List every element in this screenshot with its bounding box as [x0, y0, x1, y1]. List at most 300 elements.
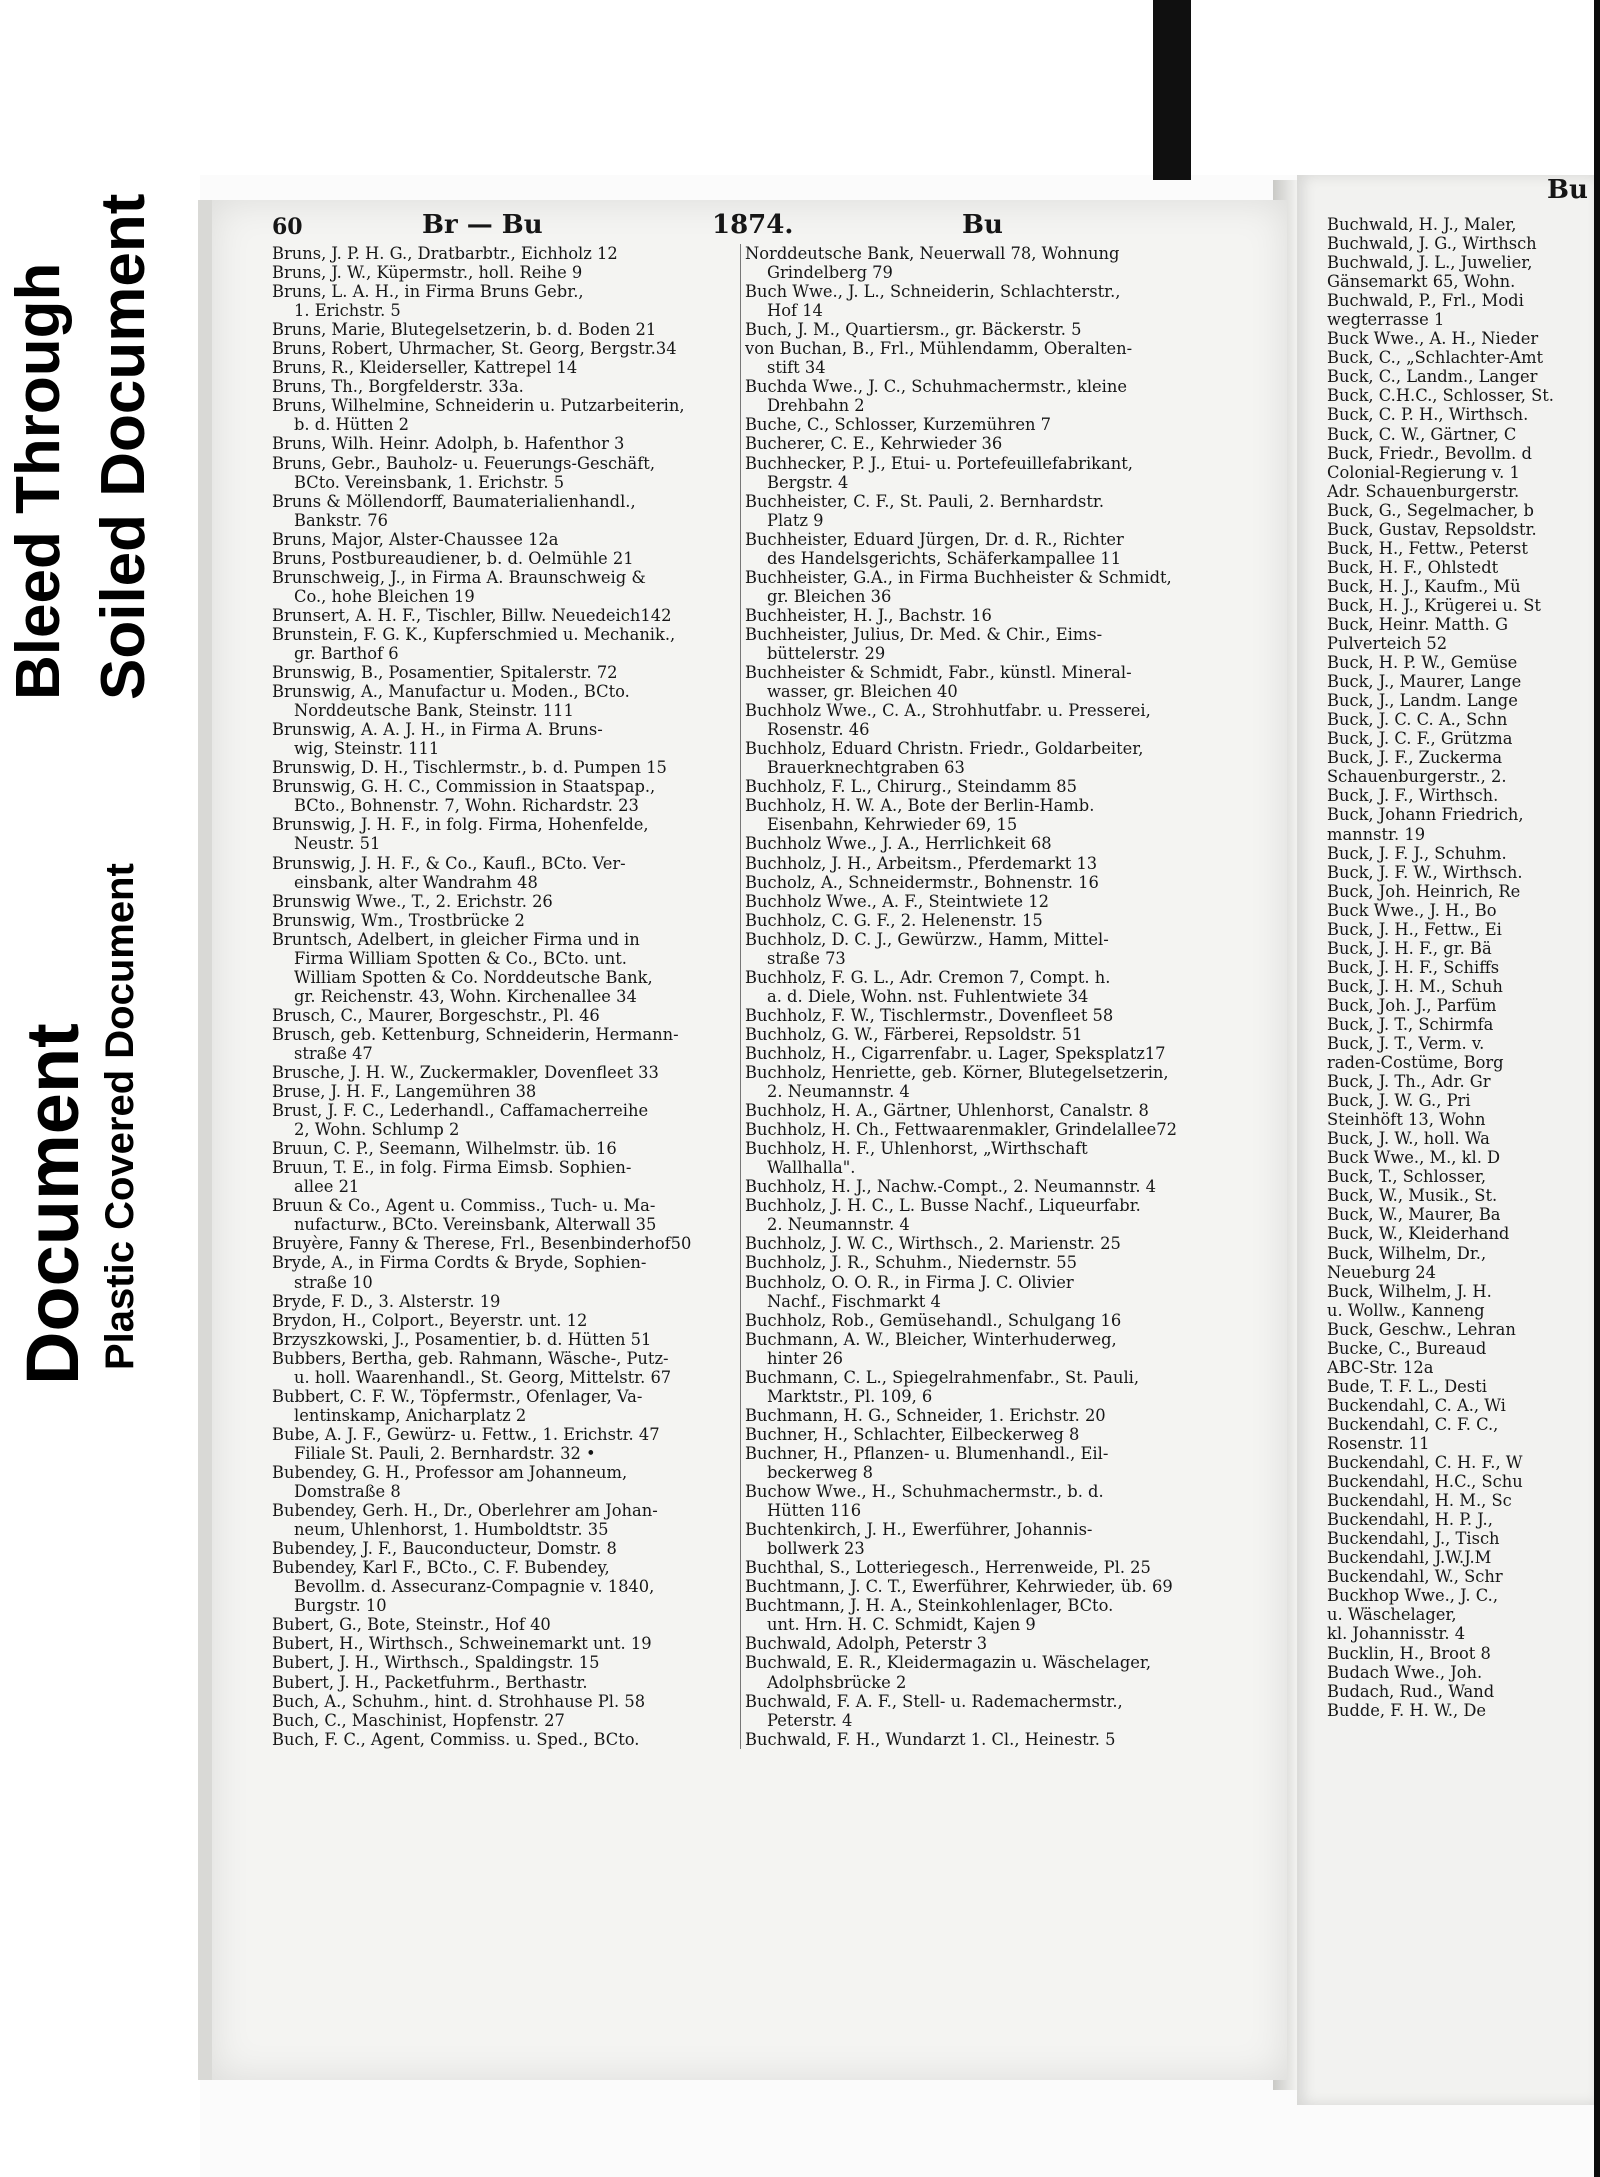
directory-entry	[745, 1577, 1265, 1596]
entry-line: Brunswig, J. H. F., & Co., Kaufl., BCto. Ver-	[272, 853, 626, 873]
directory-entry	[745, 606, 1265, 625]
facing-entry-line: Buck, W., Kleiderhand	[1327, 1224, 1510, 1244]
directory-entry	[745, 1120, 1265, 1139]
entry-line: Brusch, C., Maurer, Borgeschstr., Pl. 46	[272, 1005, 600, 1025]
directory-entry	[745, 1025, 1265, 1044]
directory-entry	[745, 530, 1265, 568]
directory-entry	[745, 1101, 1265, 1120]
entry-line: Buchholz Wwe., A. F., Steintwiete 12	[745, 891, 1049, 911]
facing-entry-line: Buck, J. H. M., Schuh	[1327, 976, 1503, 996]
facing-entry-line: Buck, C.H.C., Schlosser, St.	[1327, 386, 1554, 406]
directory-entry	[272, 1082, 727, 1101]
entry-line: Bubendey, J. F., Bauconducteur, Domstr. 8	[272, 1539, 617, 1559]
directory-entry	[272, 1292, 727, 1311]
directory-entry	[745, 1558, 1265, 1577]
entry-line: Buch, A., Schuhm., hint. d. Strohhause Pl. 58	[272, 1691, 646, 1711]
directory-entry	[272, 892, 727, 911]
directory-entry	[745, 1234, 1265, 1253]
entry-line: Bubert, J. H., Packetfuhrm., Berthastr.	[272, 1672, 588, 1692]
entry-line: Buchheister, G.A., in Firma Buchheister & Schmidt,	[745, 567, 1172, 587]
entry-line: Brydon, H., Colport., Beyerstr. unt. 12	[272, 1310, 588, 1330]
entry-line: Buchholz, J. W. C., Wirthsch., 2. Marienstr. 25	[745, 1234, 1121, 1254]
directory-entry	[272, 263, 727, 282]
entry-line: Bucherer, C. E., Kehrwieder 36	[745, 434, 1003, 454]
facing-entry-line: Buck, C., „Schlachter-Amt	[1327, 348, 1544, 368]
entry-line: Brunsert, A. H. F., Tischler, Billw. Neuedeich142	[272, 605, 672, 625]
facing-entry-line: Gänsemarkt 65, Wohn.	[1327, 272, 1516, 292]
directory-entry	[272, 1196, 727, 1234]
entry-line: Buchholz, F. G. L., Adr. Cremon 7, Compt. h.	[745, 967, 1111, 987]
entry-line: Bruns, Major, Alster-Chaussee 12a	[272, 529, 559, 549]
entry-line: Bruns, Postbureaudiener, b. d. Oelmühle 21	[272, 548, 634, 568]
directory-entry	[745, 625, 1265, 663]
facing-entry-line: Budde, F. H. W., De	[1327, 1700, 1487, 1720]
entry-line: Buchholz, Henriette, geb. Körner, Blutegelsetzerin,	[745, 1063, 1169, 1083]
entry-line: Buchholz, O. O. R., in Firma J. C. Olivier	[745, 1272, 1074, 1292]
entry-line: Bubbert, C. F. W., Töpfermstr., Ofenlager, Va-	[272, 1386, 643, 1406]
facing-entry-line: Buck, W., Musik., St.	[1327, 1186, 1498, 1206]
directory-entry	[272, 568, 727, 606]
entry-continuation: 2. Neumannstr. 4	[767, 1215, 910, 1235]
directory-entry	[745, 434, 1265, 453]
facing-entry-line: Buck, J. W., holl. Wa	[1327, 1129, 1490, 1149]
entry-line: Buchthal, S., Lotteriegesch., Herrenweide, Pl. 25	[745, 1558, 1151, 1578]
facing-entry-line: Buck, G., Segelmacher, b	[1327, 500, 1534, 520]
entry-continuation: William Spotten & Co. Norddeutsche Bank,	[294, 967, 653, 987]
entry-line: Buch, C., Maschinist, Hopfenstr. 27	[272, 1710, 565, 1730]
facing-entry-line: Bude, T. F. L., Desti	[1327, 1376, 1487, 1396]
facing-entry-line: Buck Wwe., M., kl. D	[1327, 1148, 1501, 1168]
entry-line: Bubert, H., Wirthsch., Schweinemarkt unt. 19	[272, 1634, 652, 1654]
entry-continuation: Wallhalla".	[767, 1158, 856, 1178]
entry-line: Brunswig Wwe., T., 2. Erichstr. 26	[272, 891, 553, 911]
entry-line: Brunswig, J. H. F., in folg. Firma, Hohenfelde,	[272, 815, 649, 835]
directory-entry	[745, 1482, 1265, 1520]
page-number: 60	[272, 214, 303, 240]
directory-entry	[272, 758, 727, 777]
entry-continuation: Bergstr. 4	[767, 472, 849, 492]
directory-entry	[272, 1501, 727, 1539]
directory-entry	[272, 492, 727, 530]
directory-entry	[745, 1177, 1265, 1196]
entry-line: Buchholz, J. H., Arbeitsm., Pferdemarkt 13	[745, 853, 1098, 873]
directory-entry	[272, 339, 727, 358]
left-column	[272, 244, 727, 1749]
facing-entry-line: Buck, Wilhelm, J. H.	[1327, 1281, 1492, 1301]
directory-entry	[745, 1139, 1265, 1177]
entry-line: Bruse, J. H. F., Langemühren 38	[272, 1082, 537, 1102]
facing-entry-line: Buck, Joh. J., Parfüm	[1327, 995, 1497, 1015]
entry-line: Norddeutsche Bank, Neuerwall 78, Wohnung	[745, 244, 1120, 263]
entry-continuation: büttelerstr. 29	[767, 643, 886, 663]
facing-entry-line: Budach Wwe., Joh.	[1327, 1662, 1483, 1682]
directory-entry	[745, 415, 1265, 434]
directory-entry	[272, 930, 727, 1006]
entry-line: Buchholz, J. H. C., L. Busse Nachf., Liqueurfabr.	[745, 1196, 1141, 1216]
facing-entry-line: Buck, J. C. C. A., Schn	[1327, 710, 1508, 730]
directory-entry	[745, 377, 1265, 415]
directory-entry	[745, 1406, 1265, 1425]
facing-entry-line: Steinhöft 13, Wohn	[1327, 1110, 1486, 1130]
directory-entry	[272, 454, 727, 492]
entry-line: Bruns, Robert, Uhrmacher, St. Georg, Bergstr.34	[272, 339, 677, 359]
facing-entry-line: Buck, J. F., Zuckerma	[1327, 748, 1503, 768]
entry-line: Buchner, H., Pflanzen- u. Blumenhandl., Eil-	[745, 1443, 1109, 1463]
facing-column	[1327, 215, 1594, 1720]
scan-black-edge	[1594, 0, 1600, 2177]
facing-entry-line: Buck, C. P. H., Wirthsch.	[1327, 405, 1529, 425]
entry-continuation: Marktstr., Pl. 109, 6	[767, 1386, 933, 1406]
entry-line: Buchholz, H. J., Nachw.-Compt., 2. Neumannstr. 4	[745, 1177, 1157, 1197]
facing-entry-line: Buck, J. W. G., Pri	[1327, 1091, 1471, 1111]
entry-continuation: u. holl. Waarenhandl., St. Georg, Mittelstr. 67	[294, 1367, 672, 1387]
entry-line: Bruns, Wilh. Heinr. Adolph, b. Hafenthor 3	[272, 434, 625, 454]
entry-line: Buch Wwe., J. L., Schneiderin, Schlachterstr.,	[745, 282, 1121, 302]
entry-line: Bruns, Wilhelmine, Schneiderin u. Putzarbeiterin,	[272, 396, 685, 416]
entry-line: Bruns, R., Kleiderseller, Kattrepel 14	[272, 358, 578, 378]
scan-background-top	[0, 0, 1600, 175]
entry-line: Buchholz, Rob., Gemüsehandl., Schulgang 16	[745, 1310, 1122, 1330]
facing-entry-line: Buck, Friedr., Bevollm. d	[1327, 443, 1532, 463]
facing-entry-line: Buck, Joh. Heinrich, Re	[1327, 881, 1521, 901]
directory-entry	[272, 1463, 727, 1501]
entry-continuation: Nachf., Fischmarkt 4	[767, 1291, 941, 1311]
entry-line: Brzyszkowski, J., Posamentier, b. d. Hütten 51	[272, 1329, 652, 1349]
directory-entry	[272, 606, 727, 625]
directory-entry	[745, 282, 1265, 320]
directory-entry	[272, 549, 727, 568]
directory-entry	[272, 1234, 727, 1253]
directory-entry	[745, 834, 1265, 853]
facing-entry-line: Buck, H. J., Krügerei u. St	[1327, 595, 1541, 615]
entry-continuation: hinter 26	[767, 1348, 844, 1368]
directory-entry	[272, 1539, 727, 1558]
entry-line: Brunstein, F. G. K., Kupferschmied u. Mechanik.,	[272, 624, 676, 644]
entry-line: Buchholz, J. R., Schuhm., Niedernstr. 55	[745, 1253, 1077, 1273]
directory-entry	[272, 1615, 727, 1634]
entry-line: Buchholz, F. W., Tischlermstr., Dovenfleet 58	[745, 1005, 1114, 1025]
label-soiled-document: Soiled Document	[89, 193, 158, 700]
facing-entry-line: ABC-Str. 12a	[1327, 1357, 1434, 1377]
entry-continuation: 2. Neumannstr. 4	[767, 1082, 910, 1102]
entry-line: Brunswig, Wm., Trostbrücke 2	[272, 910, 525, 930]
entry-continuation: gr. Reichenstr. 43, Wohn. Kirchenallee 34	[294, 986, 637, 1006]
entry-line: Buchheister, H. J., Bachstr. 16	[745, 605, 992, 625]
entry-line: Bruntsch, Adelbert, in gleicher Firma und in	[272, 929, 640, 949]
facing-entry-line: mannstr. 19	[1327, 824, 1426, 844]
entry-continuation: straße 73	[767, 948, 846, 968]
directory-entry	[745, 1520, 1265, 1558]
entry-continuation: a. d. Diele, Wohn. nst. Fuhlentwiete 34	[767, 986, 1089, 1006]
facing-entry-line: Schauenburgerstr., 2.	[1327, 767, 1507, 787]
directory-entry	[272, 1425, 727, 1463]
facing-entry-line: Buck, J. H. F., gr. Bä	[1327, 938, 1492, 958]
entry-continuation: Hof 14	[767, 301, 823, 321]
directory-entry	[745, 244, 1265, 282]
facing-entry-line: Buckendahl, C. H. F., W	[1327, 1453, 1523, 1473]
directory-entry	[272, 530, 727, 549]
directory-entry	[272, 1387, 727, 1425]
facing-entry-line: u. Wäschelager,	[1327, 1605, 1457, 1625]
directory-entry	[745, 854, 1265, 873]
entry-continuation: Hütten 116	[767, 1501, 862, 1521]
facing-entry-line: Buck, Johann Friedrich,	[1327, 805, 1524, 825]
facing-entry-line: Buckendahl, H. M., Sc	[1327, 1491, 1512, 1511]
entry-line: von Buchan, B., Frl., Mühlendamm, Oberalten-	[745, 339, 1133, 359]
directory-entry	[272, 1349, 727, 1387]
facing-entry-line: Buckendahl, C. A., Wi	[1327, 1395, 1506, 1415]
entry-line: Bubendey, Karl F., BCto., C. F. Bubendey,	[272, 1558, 610, 1578]
facing-entry-line: Buck, J. C. F., Grützma	[1327, 729, 1513, 749]
facing-entry-line: wegterrasse 1	[1327, 310, 1445, 330]
facing-entry-line: raden-Costüme, Borg	[1327, 1053, 1504, 1073]
entry-continuation: Co., hohe Bleichen 19	[294, 586, 475, 606]
directory-page	[198, 200, 1287, 2080]
entry-line: Buchholz, D. C. J., Gewürzw., Hamm, Mittel-	[745, 929, 1109, 949]
entry-continuation: Bevollm. d. Assecuranz-Compagnie v. 1840,	[294, 1577, 655, 1597]
entry-line: Bruun, T. E., in folg. Firma Eimsb. Sophien-	[272, 1158, 632, 1178]
facing-entry-line: Buck Wwe., J. H., Bo	[1327, 900, 1497, 920]
directory-entry	[745, 1634, 1265, 1653]
directory-entry	[745, 1730, 1265, 1749]
entry-continuation: Bankstr. 76	[294, 510, 388, 530]
page-header	[272, 210, 1262, 244]
directory-entry	[745, 892, 1265, 911]
directory-entry	[272, 663, 727, 682]
entry-line: Buchtmann, J. H. A., Steinkohlenlager, BCto.	[745, 1596, 1114, 1616]
entry-continuation: Burgstr. 10	[294, 1596, 387, 1616]
entry-line: Buchwald, Adolph, Peterstr 3	[745, 1634, 988, 1654]
entry-line: Buchholz, C. G. F., 2. Helenenstr. 15	[745, 910, 1043, 930]
entry-line: Buchholz, F. L., Chirurg., Steindamm 85	[745, 777, 1077, 797]
entry-continuation: allee 21	[294, 1177, 360, 1197]
entry-line: Buchwald, F. H., Wundarzt 1. Cl., Heinestr. 5	[745, 1729, 1116, 1749]
entry-line: Bruns, Gebr., Bauholz- u. Feuerungs-Geschäft,	[272, 453, 655, 473]
facing-entry-line: Neueburg 24	[1327, 1262, 1437, 1282]
entry-line: Bubendey, G. H., Professor am Johanneum,	[272, 1463, 628, 1482]
entry-continuation: straße 10	[294, 1272, 373, 1292]
facing-entry-line: Buck Wwe., A. H., Nieder	[1327, 329, 1539, 349]
entry-line: Buchheister, Eduard Jürgen, Dr. d. R., Richter	[745, 529, 1124, 549]
facing-entry-line: Adr. Schauenburgerstr.	[1327, 481, 1520, 501]
entry-line: Buchhecker, P. J., Etui- u. Portefeuillefabrikant,	[745, 453, 1133, 473]
directory-entry	[272, 1311, 727, 1330]
entry-continuation: Adolphsbrücke 2	[767, 1672, 907, 1692]
entry-continuation: unt. Hrn. H. C. Schmidt, Kajen 9	[767, 1615, 1036, 1635]
facing-entry-line: Buck, J. Th., Adr. Gr	[1327, 1072, 1491, 1092]
facing-entry-line: Buck, H. J., Kaufm., Mü	[1327, 576, 1521, 596]
directory-entry	[745, 320, 1265, 339]
entry-continuation: Brauerknechtgraben 63	[767, 758, 965, 778]
entry-line: Buchow Wwe., H., Schuhmachermstr., b. d.	[745, 1482, 1104, 1502]
entry-continuation: neum, Uhlenhorst, 1. Humboldtstr. 35	[294, 1520, 609, 1540]
entry-line: Bryde, A., in Firma Cordts & Bryde, Sophien-	[272, 1253, 647, 1273]
entry-line: Buchmann, H. G., Schneider, 1. Erichstr. 20	[745, 1405, 1106, 1425]
entry-line: Brusch, geb. Kettenburg, Schneiderin, Hermann-	[272, 1024, 679, 1044]
entry-line: Bruun & Co., Agent u. Commiss., Tuch- u. Ma-	[272, 1196, 656, 1216]
directory-entry	[272, 1634, 727, 1653]
entry-line: Buchheister & Schmidt, Fabr., künstl. Mineral-	[745, 663, 1132, 683]
directory-entry	[745, 1692, 1265, 1730]
facing-entry-line: Buckendahl, J., Tisch	[1327, 1529, 1500, 1549]
facing-entry-line: Budach, Rud., Wand	[1327, 1681, 1495, 1701]
entry-line: Bubert, J. H., Wirthsch., Spaldingstr. 15	[272, 1653, 600, 1673]
directory-entry	[272, 1101, 727, 1139]
facing-entry-line: Buck, J. F., Wirthsch.	[1327, 786, 1499, 806]
entry-continuation: gr. Barthof 6	[294, 643, 399, 663]
entry-line: Bruns, L. A. H., in Firma Bruns Gebr.,	[272, 282, 584, 302]
facing-entry-line: Buck, Wilhelm, Dr.,	[1327, 1243, 1487, 1263]
directory-entry	[272, 1063, 727, 1082]
directory-entry	[745, 568, 1265, 606]
directory-entry	[745, 701, 1265, 739]
entry-line: Bruns, J. W., Küpermstr., holl. Reihe 9	[272, 263, 583, 283]
facing-entry-line: Buck, W., Maurer, Ba	[1327, 1205, 1501, 1225]
directory-entry	[745, 1253, 1265, 1272]
entry-continuation: bollwerk 23	[767, 1539, 865, 1559]
entry-continuation: straße 47	[294, 1043, 373, 1063]
directory-entry	[272, 1711, 727, 1730]
page-range: Br — Bu	[422, 210, 543, 240]
directory-entry	[745, 930, 1265, 968]
entry-line: Brunswig, A. A. J. H., in Firma A. Bruns-	[272, 720, 603, 740]
entry-line: Buch, J. M., Quartiersm., gr. Bäckerstr. 5	[745, 320, 1082, 340]
directory-entry	[272, 1025, 727, 1063]
entry-line: Buchmann, C. L., Spiegelrahmenfabr., St. Pauli,	[745, 1367, 1140, 1387]
facing-entry-line: kl. Johannisstr. 4	[1327, 1624, 1466, 1644]
entry-continuation: lentinskamp, Anicharplatz 2	[294, 1405, 527, 1425]
directory-entry	[272, 358, 727, 377]
facing-entry-line: Buck, J. T., Schirmfa	[1327, 1014, 1494, 1034]
entry-line: Buchholz, G. W., Färberei, Repsoldstr. 51	[745, 1024, 1083, 1044]
facing-entry-line: Buckendahl, H.C., Schu	[1327, 1472, 1523, 1492]
directory-entry	[272, 777, 727, 815]
entry-continuation: Grindelberg 79	[767, 263, 893, 283]
entry-continuation: stift 34	[767, 358, 826, 378]
page-year: 1874.	[712, 210, 794, 240]
entry-line: Buchwald, F. A. F., Stell- u. Rademachermstr.,	[745, 1691, 1123, 1711]
entry-line: Buche, C., Schlosser, Kurzemühren 7	[745, 415, 1052, 435]
scan-black-bar	[1153, 0, 1191, 180]
entry-continuation: Peterstr. 4	[767, 1710, 853, 1730]
entry-line: Buchholz, H., Cigarrenfabr. u. Lager, Speksplatz17	[745, 1043, 1166, 1063]
directory-entry	[745, 1044, 1265, 1063]
entry-continuation: Neustr. 51	[294, 834, 381, 854]
label-bleed-through: Bleed Through	[4, 262, 73, 700]
facing-entry-line: Rosenstr. 11	[1327, 1434, 1430, 1453]
entry-line: Bruun, C. P., Seemann, Wilhelmstr. üb. 16	[272, 1139, 617, 1159]
entry-continuation: Firma William Spotten & Co., BCto. unt.	[294, 948, 627, 968]
entry-continuation: Rosenstr. 46	[767, 720, 870, 740]
facing-entry-line: Buck, J. T., Verm. v.	[1327, 1034, 1485, 1054]
facing-entry-line: Buck, H., Fettw., Peterst	[1327, 538, 1528, 558]
entry-continuation: Domstraße 8	[294, 1482, 401, 1502]
facing-entry-line: Buchwald, J. G., Wirthsch	[1327, 234, 1537, 254]
facing-entry-line: Buck, J. F. J., Schuhm.	[1327, 843, 1507, 863]
facing-entry-line: Buck, Heinr. Matth. G	[1327, 614, 1508, 634]
entry-continuation: wasser, gr. Bleichen 40	[767, 682, 958, 702]
entry-continuation: gr. Bleichen 36	[767, 586, 892, 606]
directory-entry	[745, 1444, 1265, 1482]
entry-continuation: 2, Wohn. Schlump 2	[294, 1120, 460, 1140]
directory-entry	[745, 492, 1265, 530]
entry-line: Buchholz, Eduard Christn. Friedr., Goldarbeiter,	[745, 739, 1144, 759]
directory-entry	[745, 1006, 1265, 1025]
entry-line: Bubendey, Gerh. H., Dr., Oberlehrer am Johan-	[272, 1501, 658, 1521]
entry-line: Bruyère, Fanny & Therese, Frl., Besenbinderhof50	[272, 1234, 692, 1254]
entry-continuation: einsbank, alter Wandrahm 48	[294, 872, 538, 892]
facing-entry-line: Buck, H. F., Ohlstedt	[1327, 557, 1499, 577]
facing-entry-line: Buchwald, P., Frl., Modi	[1327, 291, 1524, 311]
facing-entry-line: Buckendahl, C. F. C.,	[1327, 1414, 1499, 1434]
entry-line: Brunswig, A., Manufactur u. Moden., BCto.	[272, 682, 630, 702]
entry-continuation: BCto. Vereinsbank, 1. Erichstr. 5	[294, 472, 565, 492]
entry-continuation: des Handelsgerichts, Schäferkampallee 11	[767, 548, 1122, 568]
directory-entry	[272, 1673, 727, 1692]
entry-continuation: b. d. Hütten 2	[294, 415, 409, 435]
directory-entry	[272, 396, 727, 434]
directory-entry	[272, 1158, 727, 1196]
page-section: Bu	[962, 210, 1003, 240]
entry-line: Brunswig, D. H., Tischlermstr., b. d. Pumpen 15	[272, 758, 667, 778]
entry-line: Buchholz, H. Ch., Fettwaarenmakler, Grindelallee72	[745, 1120, 1177, 1140]
entry-line: Brunswig, B., Posamentier, Spitalerstr. 72	[272, 663, 618, 683]
entry-line: Brust, J. F. C., Lederhandl., Caffamacherreihe	[272, 1101, 649, 1121]
facing-entry-line: Pulverteich 52	[1327, 634, 1448, 654]
entry-line: Bube, A. J. F., Gewürz- u. Fettw., 1. Erichstr. 47	[272, 1424, 660, 1444]
directory-entry	[272, 1006, 727, 1025]
directory-entry	[745, 663, 1265, 701]
directory-entry	[745, 339, 1265, 377]
directory-entry	[272, 1692, 727, 1711]
entry-line: Buchtmann, J. C. T., Ewerführer, Kehrwieder, üb. 69	[745, 1577, 1173, 1597]
directory-entry	[272, 1330, 727, 1349]
entry-continuation: nufacturw., BCto. Vereinsbank, Alterwall 35	[294, 1215, 657, 1235]
entry-continuation: beckerweg 8	[767, 1463, 873, 1482]
entry-line: Buchda Wwe., J. C., Schuhmachermstr., kleine	[745, 377, 1127, 397]
facing-page	[1297, 175, 1594, 2105]
entry-line: Bubert, G., Bote, Steinstr., Hof 40	[272, 1615, 551, 1635]
entry-line: Buchmann, A. W., Bleicher, Winterhuderweg,	[745, 1329, 1117, 1349]
directory-entry	[745, 911, 1265, 930]
facing-entry-line: Bucklin, H., Broot 8	[1327, 1643, 1491, 1663]
facing-entry-line: u. Wollw., Kanneng	[1327, 1300, 1485, 1320]
entry-continuation: Eisenbahn, Kehrwieder 69, 15	[767, 815, 1018, 835]
facing-entry-line: Buck, J. H., Fettw., Ei	[1327, 919, 1502, 939]
directory-entry	[745, 739, 1265, 777]
entry-line: Bubbers, Bertha, geb. Rahmann, Wäsche-, Putz-	[272, 1348, 669, 1368]
directory-entry	[272, 434, 727, 453]
directory-entry	[272, 1730, 727, 1749]
facing-entry-line: Buck, J., Landm. Lange	[1327, 691, 1518, 711]
label-plastic-covered-document: Plastic Covered Document	[98, 863, 142, 1370]
directory-entry	[272, 244, 727, 263]
facing-entry-line: Buckendahl, J.W.J.M	[1327, 1548, 1492, 1568]
entry-continuation: wig, Steinstr. 111	[294, 739, 440, 759]
directory-entry	[745, 454, 1265, 492]
directory-entry	[272, 625, 727, 663]
entry-line: Bucholz, A., Schneidermstr., Bohnenstr. 16	[745, 872, 1099, 892]
entry-line: Buchwald, E. R., Kleidermagazin u. Wäschelager,	[745, 1653, 1152, 1673]
entry-line: Bryde, F. D., 3. Alsterstr. 19	[272, 1291, 501, 1311]
entry-line: Buch, F. C., Agent, Commiss. u. Sped., BCto.	[272, 1729, 640, 1749]
directory-entry	[745, 1368, 1265, 1406]
directory-entry	[272, 1139, 727, 1158]
entry-continuation: Filiale St. Pauli, 2. Bernhardstr. 32 •	[294, 1443, 596, 1463]
directory-entry	[272, 815, 727, 853]
entry-continuation: Drehbahn 2	[767, 396, 865, 416]
directory-entry	[745, 796, 1265, 834]
